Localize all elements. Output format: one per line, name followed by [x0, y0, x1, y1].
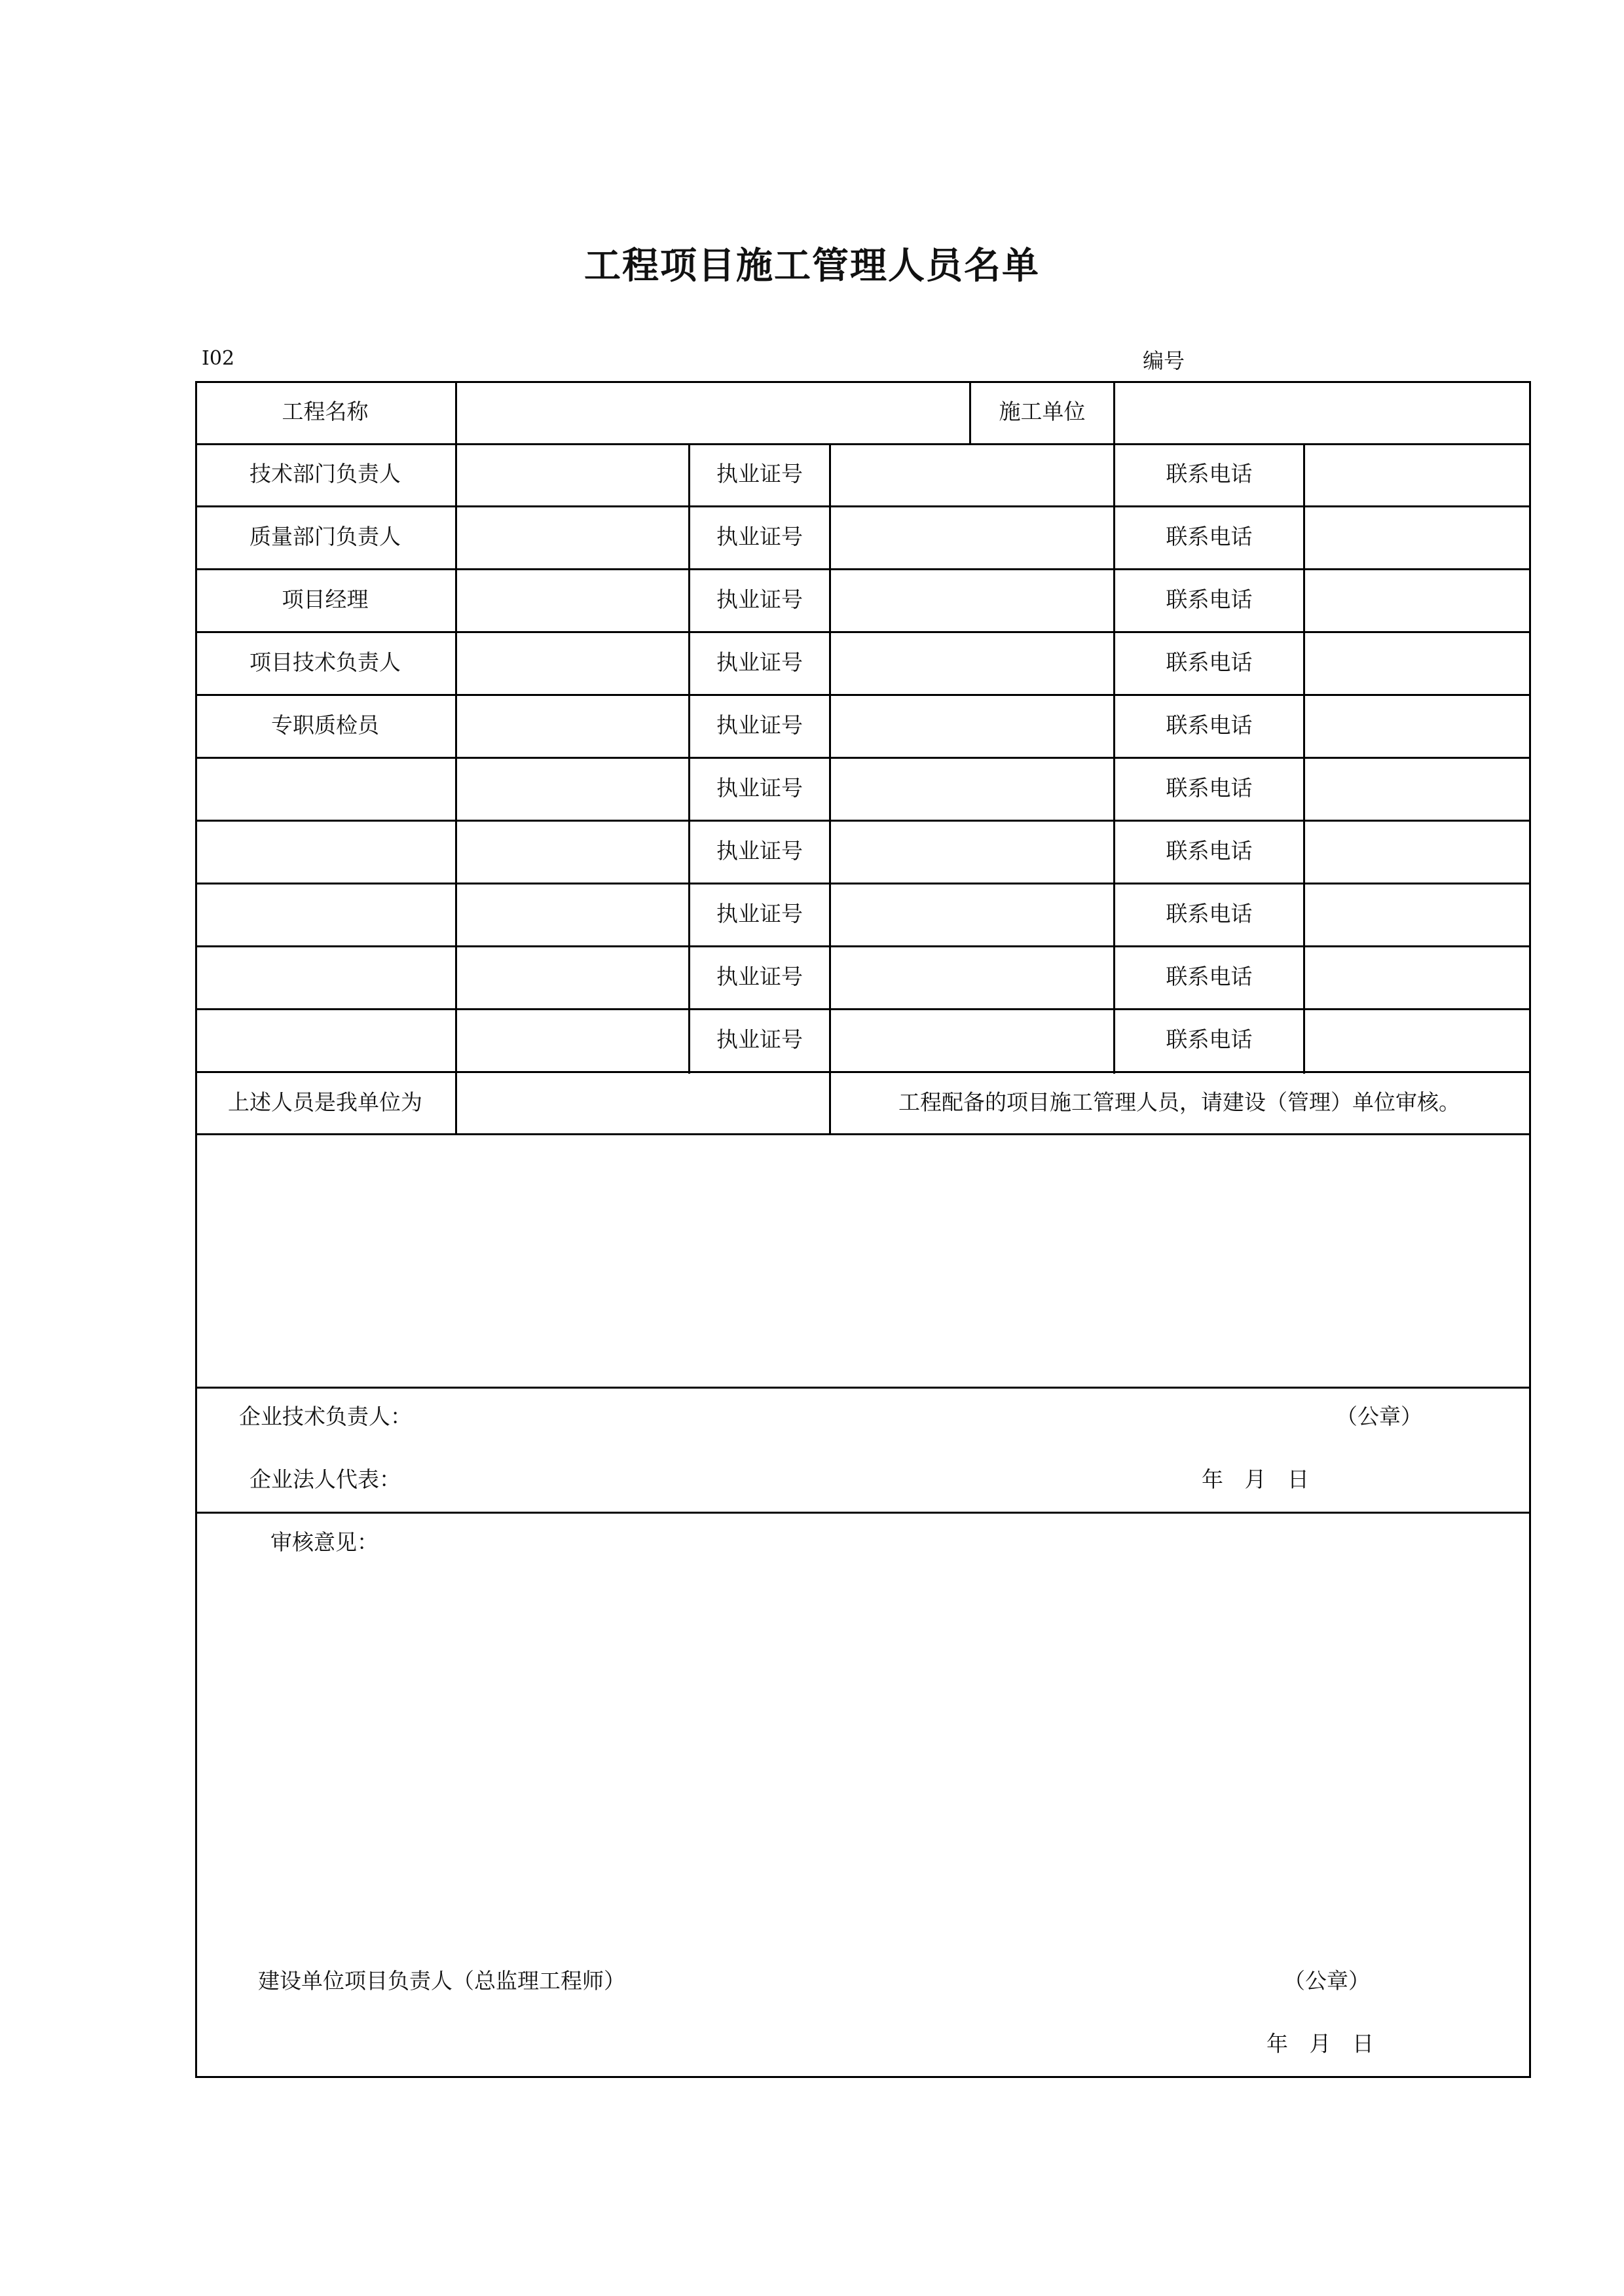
phone-label: 联系电话 — [1166, 1027, 1253, 1052]
license-field[interactable] — [831, 885, 1113, 946]
name-field[interactable] — [457, 445, 688, 506]
name-field[interactable] — [457, 508, 688, 569]
license-field[interactable] — [831, 822, 1113, 883]
role-label: 技术部门负责人 — [249, 461, 401, 486]
license-field[interactable] — [831, 697, 1113, 757]
contractor-field[interactable] — [1115, 380, 1531, 443]
phone-label: 联系电话 — [1166, 712, 1253, 738]
phone-field[interactable] — [1305, 822, 1531, 883]
statement-prefix: 上述人员是我单位为 — [228, 1089, 422, 1115]
name-field[interactable] — [457, 1011, 688, 1072]
name-field[interactable] — [457, 759, 688, 820]
remarks-area[interactable] — [197, 1135, 1529, 1387]
contractor-label: 施工单位 — [999, 399, 1086, 424]
name-field[interactable] — [457, 822, 688, 883]
phone-field[interactable] — [1305, 948, 1531, 1009]
license-field[interactable] — [831, 508, 1113, 569]
phone-field[interactable] — [1305, 1011, 1531, 1072]
phone-label: 联系电话 — [1166, 775, 1253, 801]
form-code: I02 — [202, 347, 235, 370]
role-label: 项目经理 — [282, 587, 369, 612]
statement-suffix: 工程配备的项目施工管理人员，请建设（管理）单位审核。 — [898, 1089, 1460, 1115]
role-label: 项目技术负责人 — [249, 649, 401, 675]
phone-field[interactable] — [1305, 697, 1531, 757]
phone-label: 联系电话 — [1166, 901, 1253, 926]
license-field[interactable] — [831, 571, 1113, 632]
license-field[interactable] — [831, 1011, 1113, 1072]
client-sign-date: 年 月 日 — [1266, 2031, 1374, 2056]
project-name-label: 工程名称 — [282, 399, 369, 424]
phone-label: 联系电话 — [1166, 587, 1253, 612]
phone-label: 联系电话 — [1166, 524, 1253, 549]
review-opinion-area[interactable] — [197, 1565, 1529, 1958]
license-label: 执业证号 — [716, 649, 803, 675]
role-label: 专职质检员 — [271, 712, 379, 738]
company-seal-label: （公章） — [1336, 1404, 1422, 1429]
project-name-field[interactable] — [457, 380, 969, 443]
phone-label: 联系电话 — [1166, 461, 1253, 486]
name-field[interactable] — [457, 697, 688, 757]
phone-field[interactable] — [1305, 445, 1531, 506]
name-field[interactable] — [457, 885, 688, 946]
grid-line — [195, 1512, 1531, 1514]
license-label: 执业证号 — [716, 775, 803, 801]
client-signer-label: 建设单位项目负责人（总监理工程师） — [258, 1968, 625, 1994]
name-field[interactable] — [457, 571, 688, 632]
license-label: 执业证号 — [716, 524, 803, 549]
company-sign-date: 年 月 日 — [1202, 1467, 1309, 1492]
name-field[interactable] — [457, 634, 688, 695]
phone-field[interactable] — [1305, 759, 1531, 820]
phone-label: 联系电话 — [1166, 964, 1253, 989]
client-seal-label: （公章） — [1283, 1968, 1370, 1994]
phone-field[interactable] — [1305, 634, 1531, 695]
license-label: 执业证号 — [716, 964, 803, 989]
license-field[interactable] — [831, 759, 1113, 820]
phone-label: 联系电话 — [1166, 838, 1253, 864]
license-label: 执业证号 — [716, 901, 803, 926]
phone-field[interactable] — [1305, 885, 1531, 946]
license-label: 执业证号 — [716, 838, 803, 864]
license-label: 执业证号 — [716, 712, 803, 738]
number-label: 编号 — [1143, 348, 1185, 373]
phone-field[interactable] — [1305, 571, 1531, 632]
license-field[interactable] — [831, 634, 1113, 695]
phone-field[interactable] — [1305, 508, 1531, 569]
legal-rep-label: 企业法人代表： — [249, 1467, 401, 1492]
license-label: 执业证号 — [716, 587, 803, 612]
tech-head-label: 企业技术负责人： — [239, 1404, 412, 1429]
role-label: 质量部门负责人 — [249, 524, 401, 549]
review-opinion-label: 审核意见： — [270, 1529, 378, 1555]
license-label: 执业证号 — [716, 1027, 803, 1052]
license-label: 执业证号 — [716, 461, 803, 486]
statement-project-field[interactable] — [457, 1073, 829, 1133]
grid-line — [195, 1387, 1531, 1389]
license-field[interactable] — [831, 948, 1113, 1009]
phone-label: 联系电话 — [1166, 649, 1253, 675]
license-field[interactable] — [831, 445, 1113, 506]
form-title: 工程项目施工管理人员名单 — [584, 245, 1040, 287]
name-field[interactable] — [457, 948, 688, 1009]
